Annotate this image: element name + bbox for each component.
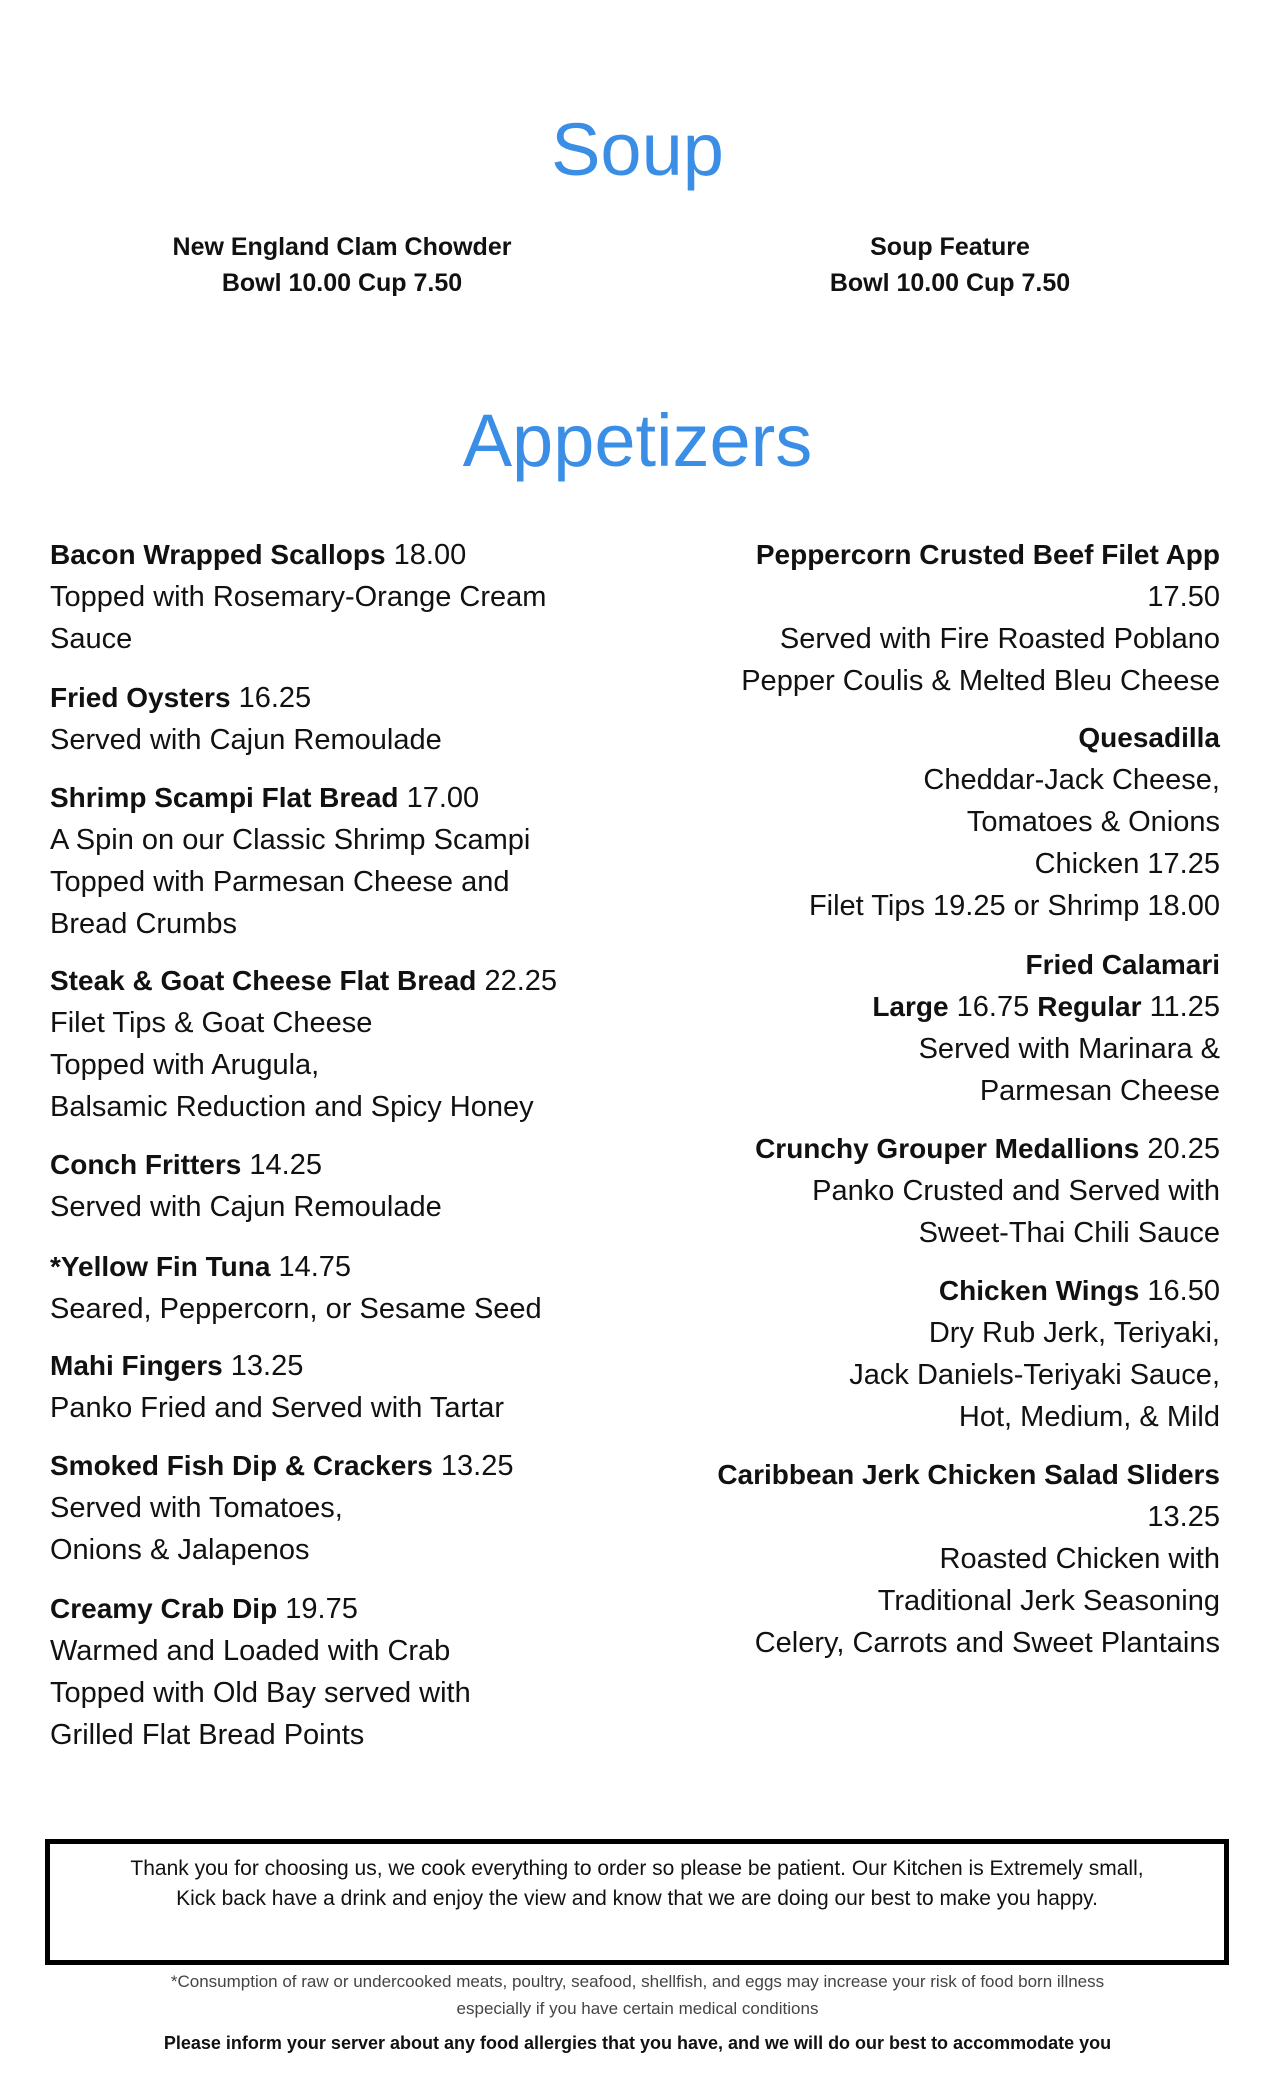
menu-item (50, 1588, 640, 1756)
menu-item-description: Topped with Old Bay served with (50, 1677, 471, 1709)
menu-item-description: Panko Crusted and Served with (812, 1175, 1220, 1207)
soup-price: Bowl 10.00 Cup 7.50 (221, 269, 463, 297)
menu-item-description: Balsamic Reduction and Spicy Honey (50, 1091, 534, 1123)
menu-item-price: 17.00 (406, 782, 480, 814)
menu-item (630, 1454, 1220, 1664)
menu-item (50, 677, 640, 761)
menu-item-description: Pepper Coulis & Melted Bleu Cheese (741, 665, 1220, 697)
menu-item-name: Caribbean Jerk Chicken Salad Sliders (717, 1459, 1220, 1490)
menu-item-description: Served with Marinara & (918, 1033, 1220, 1065)
menu-item-description: Served with Fire Roasted Poblano (779, 623, 1220, 655)
menu-item-header (50, 1144, 640, 1186)
menu-item-header (630, 1270, 1220, 1312)
menu-item-description: Served with Cajun Remoulade (50, 724, 442, 756)
menu-item (50, 534, 640, 660)
menu-item-header (50, 960, 640, 1002)
menu-item-price: 22.25 (484, 965, 558, 997)
menu-item-header (630, 534, 1220, 576)
menu-item-description: A Spin on our Classic Shrimp Scampi (50, 824, 531, 856)
menu-item-description: Panko Fried and Served with Tartar (50, 1392, 505, 1424)
menu-item-price: 13.25 (1147, 1501, 1220, 1533)
menu-item-price: 19.75 (285, 1593, 358, 1625)
menu-item-description: Served with Cajun Remoulade (50, 1191, 442, 1223)
allergy-notice: Please inform your server about any food allergies that you have, and we will do our best to accommodate you (163, 2033, 1112, 2053)
appetizers-title: Appetizers (462, 399, 813, 482)
menu-item (50, 1445, 640, 1571)
menu-item-name: Creamy Crab Dip (50, 1593, 278, 1624)
menu-item-description: Jack Daniels-Teriyaki Sauce, (849, 1359, 1220, 1391)
menu-item-price: 20.25 (1147, 1133, 1220, 1165)
menu-item-name: *Yellow Fin Tuna (50, 1251, 271, 1282)
menu-item-price: 13.25 (440, 1450, 514, 1482)
menu-item-name: Fried Calamari (1025, 949, 1220, 980)
menu-item-description: Dry Rub Jerk, Teriyaki, (928, 1317, 1220, 1349)
menu-item-description: Filet Tips 19.25 or Shrimp 18.00 (808, 890, 1220, 922)
soup-price: Bowl 10.00 Cup 7.50 (829, 269, 1071, 297)
menu-item-header (630, 1128, 1220, 1170)
menu-item-header (630, 1454, 1220, 1496)
menu-item (630, 1128, 1220, 1254)
disclaimer-line: *Consumption of raw or undercooked meats, poultry, seafood, shellfish, and eggs may increase your risk of food born illness (170, 1972, 1105, 1991)
menu-item-header (50, 1345, 640, 1387)
menu-item-header (630, 944, 1220, 986)
menu-item-description: Topped with Arugula, (50, 1049, 320, 1081)
menu-item-header (50, 534, 640, 576)
menu-item-description: Parmesan Cheese (979, 1075, 1220, 1107)
menu-item-name: Bacon Wrapped Scallops (50, 539, 386, 570)
menu-item-price: 18.00 (393, 539, 467, 571)
menu-item (50, 1246, 640, 1330)
menu-item-name: Peppercorn Crusted Beef Filet App (755, 539, 1220, 570)
menu-item-header (50, 1246, 640, 1288)
size-label: Large (872, 991, 949, 1022)
size-prices (630, 986, 1220, 1028)
menu-item-price: 13.25 (230, 1350, 304, 1382)
menu-item-header (50, 777, 640, 819)
menu-item-header (50, 1445, 640, 1487)
menu-item-price: 16.25 (238, 682, 312, 714)
menu-item-description: Cheddar-Jack Cheese, (923, 764, 1220, 796)
menu-item (50, 777, 640, 945)
menu-item-price: 14.75 (278, 1251, 352, 1283)
menu-item-header (630, 717, 1220, 759)
menu-item-price: 17.50 (1147, 581, 1220, 613)
menu-item-name: Chicken Wings (938, 1275, 1140, 1306)
soup-item (700, 229, 1200, 301)
menu-item (50, 1144, 640, 1228)
menu-item-description: Onions & Jalapenos (50, 1534, 310, 1566)
notice-line: Thank you for choosing us, we cook everything to order so please be patient. Our Kitchen is Extremely small, (130, 1857, 1144, 1880)
menu-item-name: Fried Oysters (50, 682, 231, 713)
menu-item-description: Topped with Rosemary-Orange Cream (50, 581, 547, 613)
disclaimer-line: especially if you have certain medical conditions (456, 1999, 819, 2018)
menu-item-description: Chicken 17.25 (1034, 848, 1220, 880)
menu-item-description: Hot, Medium, & Mild (958, 1401, 1220, 1433)
menu-item-description: Warmed and Loaded with Crab (50, 1635, 451, 1667)
menu-item-name: Steak & Goat Cheese Flat Bread (50, 965, 477, 996)
menu-item-description: Sauce (50, 623, 133, 655)
menu-item-description: Grilled Flat Bread Points (50, 1719, 365, 1751)
size-label: Regular (1037, 991, 1142, 1022)
notice-box (45, 1839, 1229, 1965)
menu-item-header (50, 677, 640, 719)
soup-name: Soup Feature (870, 233, 1030, 261)
food-safety-disclaimer (0, 1968, 1275, 2022)
menu-item-description: Roasted Chicken with (939, 1543, 1220, 1575)
menu-item-description: Topped with Parmesan Cheese and (50, 866, 510, 898)
soup-title: Soup (551, 108, 724, 191)
menu-item-description: Tomatoes & Onions (966, 806, 1220, 838)
menu-item-description: Served with Tomatoes, (50, 1492, 343, 1524)
menu-item-name: Mahi Fingers (50, 1350, 223, 1381)
menu-item-description: Traditional Jerk Seasoning (877, 1585, 1220, 1617)
menu-item-price: 14.25 (249, 1149, 322, 1181)
menu-item (50, 1345, 640, 1429)
soup-item (92, 229, 592, 301)
menu-item-header (50, 1588, 640, 1630)
menu-item-description: Celery, Carrots and Sweet Plantains (754, 1627, 1220, 1659)
menu-item-name: Conch Fritters (50, 1149, 242, 1180)
menu-item-description: Sweet-Thai Chili Sauce (918, 1217, 1220, 1249)
size-price: 16.75 (956, 991, 1030, 1023)
menu-item-description: Bread Crumbs (50, 908, 237, 940)
soup-name: New England Clam Chowder (172, 233, 512, 261)
menu-item-name: Smoked Fish Dip & Crackers (50, 1450, 433, 1481)
menu-item (50, 960, 640, 1128)
menu-item-name: Quesadilla (1078, 722, 1220, 753)
notice-line: Kick back have a drink and enjoy the view and know that we are doing our best to make you happy. (176, 1887, 1098, 1910)
menu-item (630, 534, 1220, 702)
menu-item-description: Filet Tips & Goat Cheese (50, 1007, 373, 1039)
menu-item (630, 717, 1220, 927)
size-price: 11.25 (1149, 991, 1220, 1023)
menu-item (630, 1270, 1220, 1438)
menu-item (630, 944, 1220, 1112)
menu-item-name: Shrimp Scampi Flat Bread (50, 782, 399, 813)
menu-item-description: Seared, Peppercorn, or Sesame Seed (50, 1293, 542, 1325)
menu-item-price: 16.50 (1147, 1275, 1220, 1307)
menu-item-name: Crunchy Grouper Medallions (755, 1133, 1140, 1164)
